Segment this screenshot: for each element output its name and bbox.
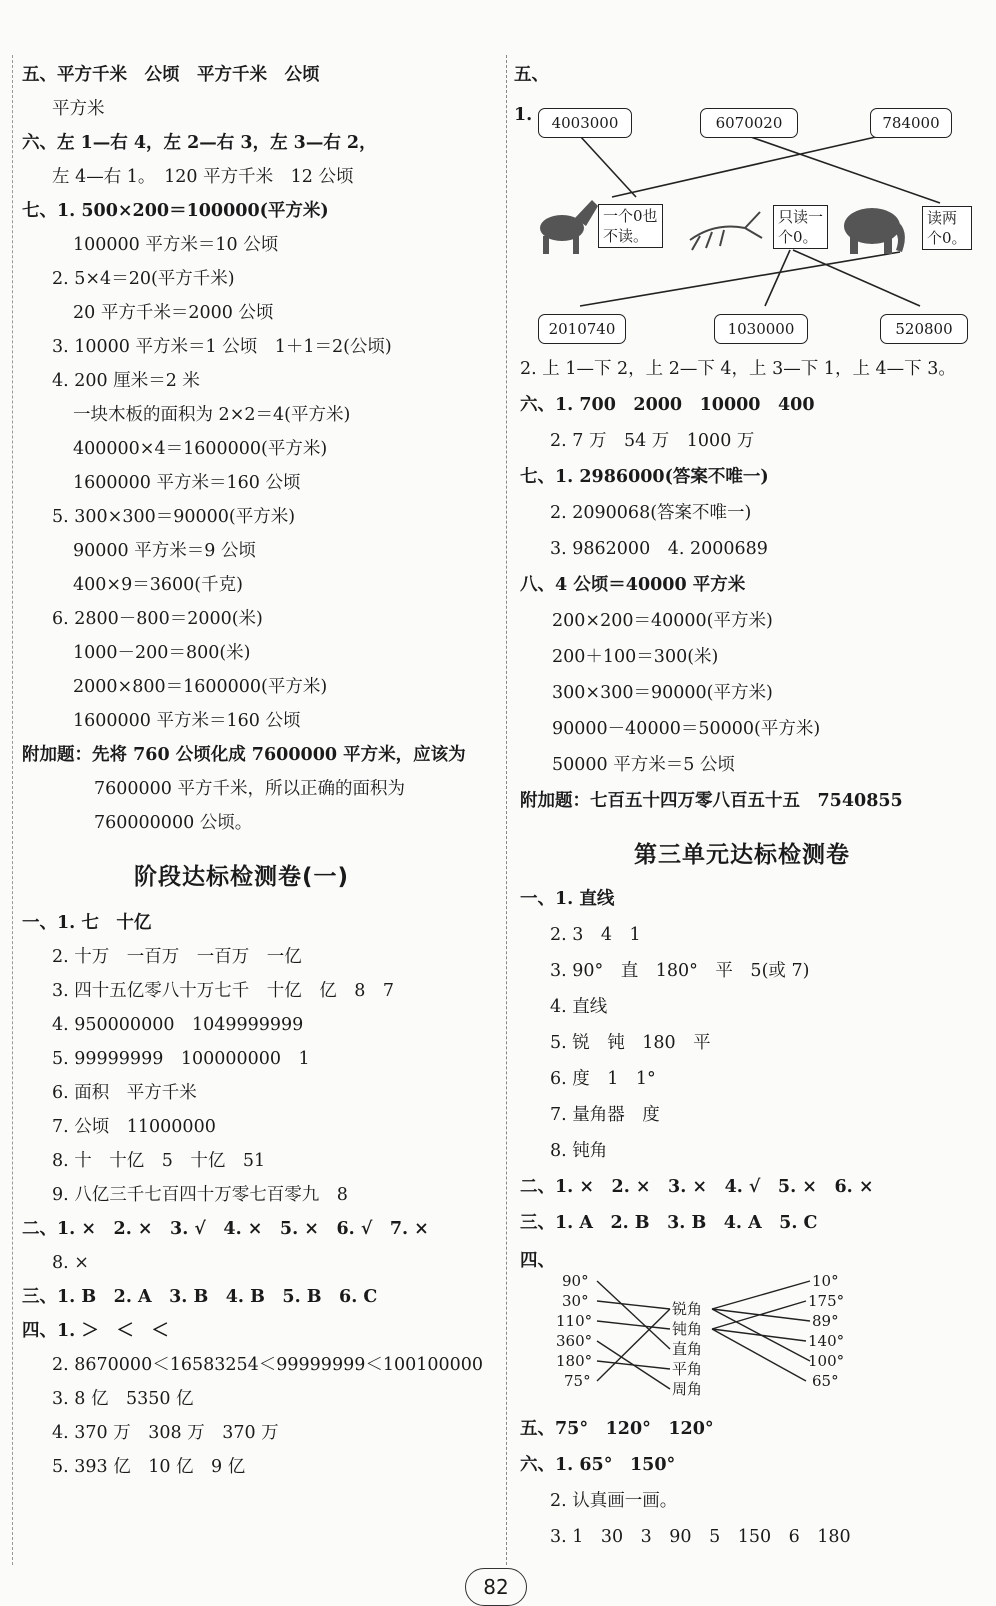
answer-line: 1600000 平方米＝160 公顷 <box>73 473 301 493</box>
answer-line: 100000 平方米＝10 公顷 <box>73 235 279 255</box>
rule-note: 只读一 个0。 <box>773 205 828 249</box>
number-box: 1030000 <box>714 314 808 344</box>
angle-type: 周角 <box>672 1380 703 1398</box>
answer-line: 400000×4＝1600000(平方米) <box>73 439 328 459</box>
page-number: 82 <box>465 1568 527 1606</box>
section-title: 阶段达标检测卷(一) <box>134 864 350 890</box>
answer-line: 3. 90° 直 180° 平 5(或 7) <box>550 961 810 981</box>
rule-note: 读两 个0。 <box>922 206 972 250</box>
angle-type: 锐角 <box>672 1300 703 1318</box>
answer-line: 七、1. 500×200＝100000(平方米) <box>22 201 329 221</box>
answer-line: 2. 5×4＝20(平方千米) <box>52 269 235 289</box>
answer-line: 8. 十 十亿 5 十亿 51 <box>52 1151 266 1171</box>
angle-value: 110° <box>556 1312 593 1330</box>
angle-type: 直角 <box>672 1340 703 1358</box>
match-line <box>597 1309 670 1381</box>
answer-line: 附加题：七百五十四万零八百五十五 7540855 <box>520 791 903 811</box>
answer-line: 20 平方千米＝2000 公顷 <box>73 303 274 323</box>
answer-line: 5. 99999999 100000000 1 <box>52 1049 310 1069</box>
answer-line: 200＋100＝300(米) <box>552 647 719 667</box>
answer-line: 50000 平方米＝5 公顷 <box>552 755 735 775</box>
answer-line: 2. 2090068(答案不唯一) <box>550 503 752 523</box>
angle-type: 平角 <box>672 1360 703 1378</box>
answer-line: 90000 平方米＝9 公顷 <box>73 541 256 561</box>
answer-line: 6. 2800－800＝2000(米) <box>52 609 263 629</box>
question-number: 1. <box>514 105 533 125</box>
angle-value: 65° <box>812 1372 839 1390</box>
match-line <box>597 1281 670 1349</box>
answer-line: 1000－200＝800(米) <box>73 643 251 663</box>
answer-line: 4. 370 万 308 万 370 万 <box>52 1423 279 1443</box>
angle-value: 89° <box>812 1312 839 1330</box>
answer-line: 2. 7 万 54 万 1000 万 <box>550 431 755 451</box>
answer-line: 2. 8670000＜16583254＜99999999＜100100000 <box>52 1355 484 1375</box>
angle-value: 90° <box>562 1272 589 1290</box>
match-line <box>712 1309 810 1321</box>
answer-line: 2. 认真画一画。 <box>550 1491 678 1511</box>
angle-value: 360° <box>556 1332 593 1350</box>
answer-line: 4. 直线 <box>550 997 608 1017</box>
section-title: 第三单元达标检测卷 <box>634 842 850 868</box>
match-line <box>712 1329 806 1341</box>
angle-value: 30° <box>562 1292 589 1310</box>
answer-line: 7600000 平方千米，所以正确的面积为 <box>94 779 405 799</box>
angle-value: 175° <box>808 1292 845 1310</box>
answer-line: 3. 四十五亿零八十万七千 十亿 亿 8 7 <box>52 981 395 1001</box>
answer-line: 7. 量角器 度 <box>550 1105 660 1125</box>
answer-line: 90000－40000＝50000(平方米) <box>552 719 821 739</box>
angle-value: 180° <box>556 1352 593 1370</box>
match-line <box>597 1321 670 1329</box>
number-box: 4003000 <box>538 108 632 138</box>
answer-line: 一、1. 直线 <box>520 889 615 909</box>
match-line <box>597 1361 670 1369</box>
answer-line: 1600000 平方米＝160 公顷 <box>73 711 301 731</box>
answer-line: 8. 钝角 <box>550 1141 608 1161</box>
answer-line: 一块木板的面积为 2×2＝4(平方米) <box>73 405 351 425</box>
answer-line: 300×300＝90000(平方米) <box>552 683 773 703</box>
answer-line: 六、1. 700 2000 10000 400 <box>520 395 815 415</box>
answer-line: 760000000 公顷。 <box>94 813 253 833</box>
angle-value: 100° <box>808 1352 845 1370</box>
watermark-logo <box>820 1500 990 1595</box>
angle-type: 钝角 <box>672 1320 703 1338</box>
answer-line: 2000×800＝1600000(平方米) <box>73 677 328 697</box>
answer-line: 二、1. × 2. × 3. × 4. √ 5. × 6. × <box>520 1177 874 1197</box>
answer-line: 6. 面积 平方千米 <box>52 1083 197 1103</box>
answer-line: 7. 公顷 11000000 <box>52 1117 216 1137</box>
angle-value: 140° <box>808 1332 845 1350</box>
answer-line: 400×9＝3600(千克) <box>73 575 243 595</box>
answer-line: 七、1. 2986000(答案不唯一) <box>520 467 769 487</box>
answer-line: 三、1. B 2. A 3. B 4. B 5. B 6. C <box>22 1287 378 1307</box>
answer-line: 四、1. ＞ ＜ ＜ <box>22 1321 169 1341</box>
answer-line: 4. 950000000 1049999999 <box>52 1015 304 1035</box>
answer-line: 3. 1 30 3 90 5 150 6 180 <box>550 1527 851 1547</box>
answer-line: 2. 3 4 1 <box>550 925 641 945</box>
answer-line: 4. 200 厘米＝2 米 <box>52 371 200 391</box>
answer-line: 附加题：先将 760 公顷化成 7600000 平方米，应该为 <box>22 745 466 765</box>
match-line <box>597 1301 670 1309</box>
match-line <box>712 1329 806 1381</box>
answer-line: 平方米 <box>52 99 105 119</box>
answer-line: 一、1. 七 十亿 <box>22 913 152 933</box>
answer-line: 左 4—右 1。 120 平方千米 12 公顷 <box>52 167 354 187</box>
answer-line: 9. 八亿三千七百四十万零七百零九 8 <box>52 1185 348 1205</box>
answer-line: 五、75° 120° 120° <box>520 1419 714 1439</box>
answer-line: 5. 393 亿 10 亿 9 亿 <box>52 1457 246 1477</box>
number-box: 6070020 <box>700 108 798 138</box>
answer-line: 五、平方千米 公顷 平方千米 公顷 <box>22 65 320 85</box>
answer-line: 六、1. 65° 150° <box>520 1455 676 1475</box>
rule-note: 一个0也 不读。 <box>598 204 663 248</box>
answer-line: 五、 <box>514 65 549 85</box>
answer-line: 200×200＝40000(平方米) <box>552 611 773 631</box>
answer-line: 5. 300×300＝90000(平方米) <box>52 507 296 527</box>
angle-value: 10° <box>812 1272 839 1290</box>
answer-line: 二、1. × 2. × 3. √ 4. × 5. × 6. √ 7. × <box>22 1219 429 1239</box>
answer-line: 三、1. A 2. B 3. B 4. A 5. C <box>520 1213 818 1233</box>
answer-line: 3. 9862000 4. 2000689 <box>550 539 768 559</box>
answer-line: 2. 上 1—下 2，上 2—下 4，上 3—下 1，上 4—下 3。 <box>520 359 956 379</box>
angle-value: 75° <box>564 1372 591 1390</box>
number-box: 520800 <box>880 314 968 344</box>
answer-line: 3. 10000 平方米＝1 公顷 1＋1＝2(公顷) <box>52 337 392 357</box>
answer-line: 四、 <box>520 1251 555 1271</box>
number-box: 784000 <box>870 108 952 138</box>
answer-line: 6. 度 1 1° <box>550 1069 656 1089</box>
answer-line: 5. 锐 钝 180 平 <box>550 1033 711 1053</box>
answer-line: 2. 十万 一百万 一百万 一亿 <box>52 947 302 967</box>
answer-line: 3. 8 亿 5350 亿 <box>52 1389 194 1409</box>
answer-line: 八、4 公顷＝40000 平方米 <box>520 575 746 595</box>
answer-line: 8. × <box>52 1253 89 1273</box>
number-box: 2010740 <box>538 314 626 344</box>
answer-line: 六、左 1—右 4，左 2—右 3，左 3—右 2， <box>22 133 377 153</box>
